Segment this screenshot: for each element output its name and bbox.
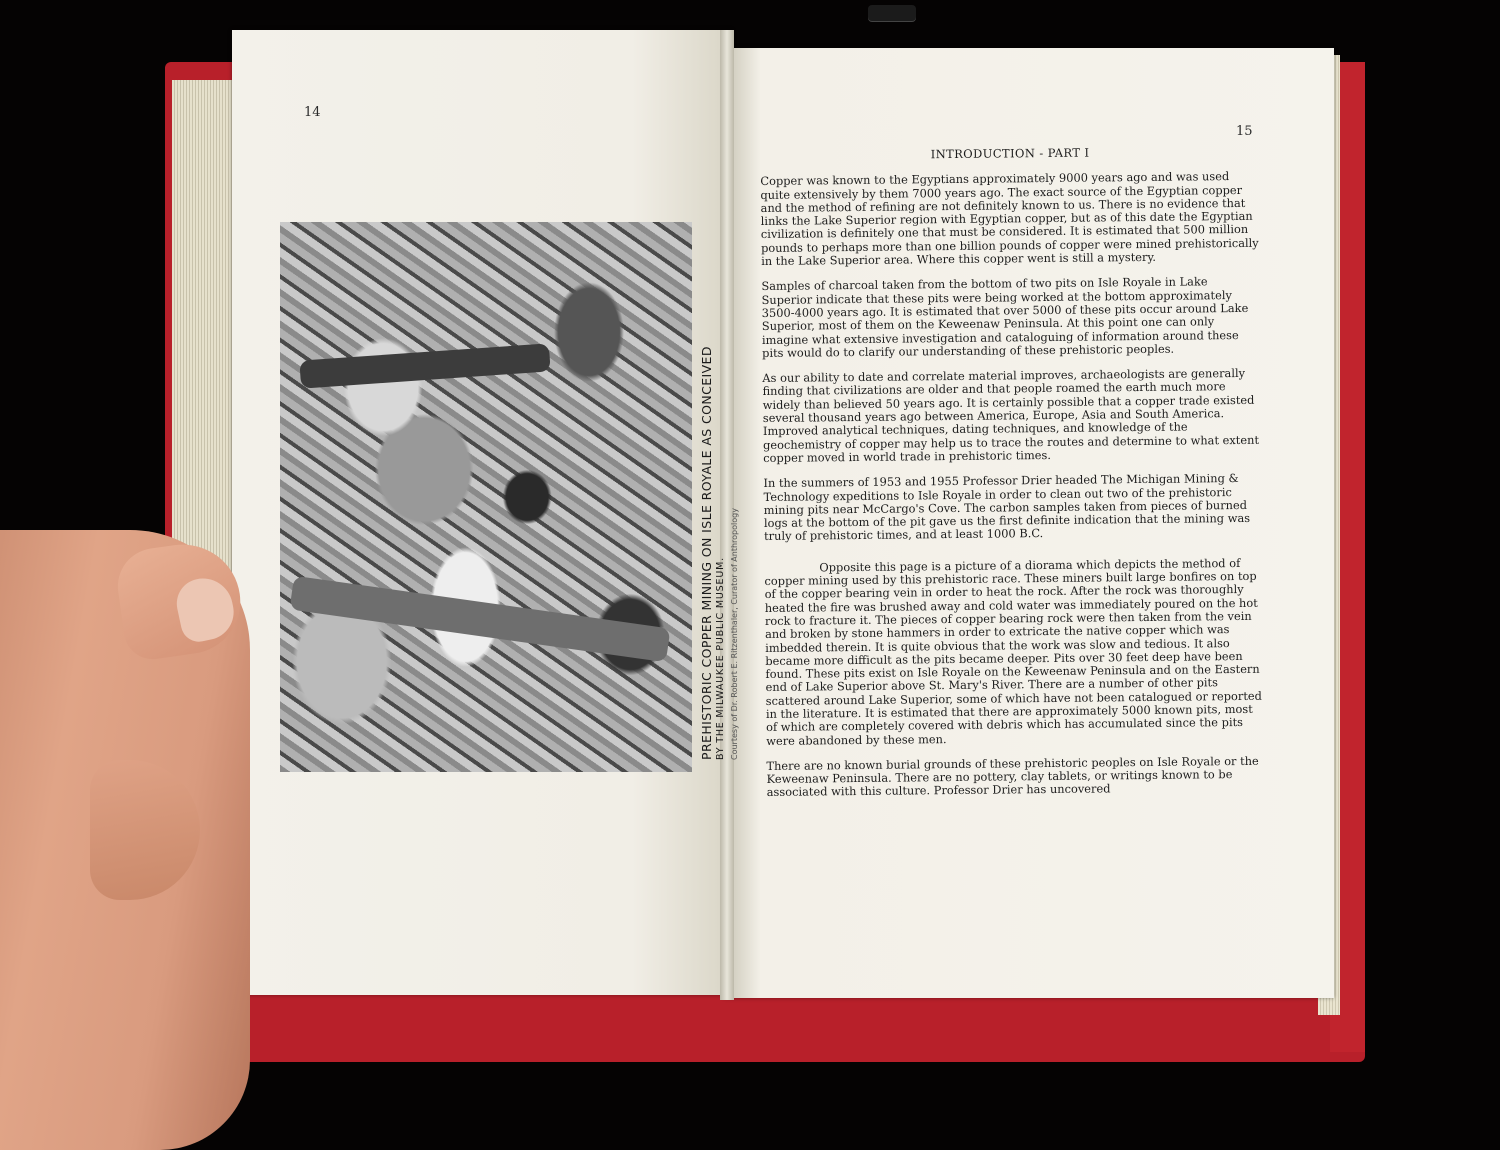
caption-line: PREHISTORIC COPPER MINING ON ISLE ROYALE AS CONCEIVED bbox=[699, 346, 714, 760]
caption-credit: Courtesy of Dr. Robert E. Ritzenthaler, Curator of Anthropology bbox=[730, 508, 739, 760]
page-text bbox=[760, 145, 1267, 812]
log-shape bbox=[289, 576, 670, 663]
book-clasp bbox=[868, 5, 916, 21]
log-shape bbox=[299, 343, 550, 388]
caption-line: BY THE MILWAUKEE PUBLIC MUSEUM. bbox=[715, 557, 726, 760]
page-heading: INTRODUCTION - PART I bbox=[930, 145, 1090, 162]
paragraph: As our ability to date and correlate material improves, archaeologists are generally finding that civilizations are older and that people roamed the earth much more widely than believed 50 years ago. It is certainly possible that a copper trade existed several thousand years ago between America, Europe, Asia and South America. Improved analytical techniques, dating techniques, and knowledge of the geochemistry of copper may help us to trace the routes and determine to what extent copper moved in world trade in prehistoric times. bbox=[762, 366, 1260, 465]
paragraph: Opposite this page is a picture of a diorama which depicts the method of copper mining used by this prehistoric race. These miners built large bonfires on top of the copper bearing vein in order to heat the rock. After the rock was thoroughly heated the fire was brushed away and cold water was immediately poured on the hot rock to fracture it. The pieces of copper bearing rock were then taken from the vein and broken by stone hammers in order to extricate the native copper which was imbedded therein. It is quite obvious that the work was slow and tedious. It also became more difficult as the pits became deeper. Pits over 30 feet deep have been found. These pits exist on Isle Royale on the Keweenaw Peninsula and on the Eastern end of Lake Superior above St. Mary's River. There are a number of other pits scattered around Lake Superior, some of which have not been catalogued or reported in the literature. It is estimated that there are approximately 5000 known pits, most of which are completely covered with debris which has accumulated since the pits were abandoned by these men. bbox=[764, 555, 1262, 748]
paragraph: Copper was known to the Egyptians approximately 9000 years ago and was used quite extensively by them 7000 years ago. The exact source of the Egyptian copper and the method of refining are not definitely known to us. There is no evidence that links the Lake Superior region with Egyptian copper, but as of this date the Egyptian civilization is definitely one that must be considered. It is estimated that 500 million pounds to perhaps more than one billion pounds of copper were mined prehistorically in the Lake Superior area. Where this copper went is still a mystery. bbox=[760, 169, 1259, 269]
page-number-left: 14 bbox=[304, 105, 321, 120]
paragraph: There are no known burial grounds of these prehistoric peoples on Isle Royale or the Keweenaw Peninsula. There are no pottery, clay tablets, or writings known to be associated with this culture. Professor Drier has uncovered bbox=[766, 753, 1259, 800]
photo-caption bbox=[700, 290, 750, 760]
paragraph: Samples of charcoal taken from the bottom of two pits on Isle Royale in Lake Superior indicate that these pits were being worked at the bottom approximately 3500-4000 years ago. It is estimated that over 5000 of these pits occur around Lake Superior, most of them on the Keweenaw Peninsula. At this point one can only imagine what extensive investigation and cataloguing of information around these pits would do to clarify our understanding of these prehistoric peoples. bbox=[761, 274, 1249, 360]
diorama-photo bbox=[280, 222, 692, 772]
paragraph: In the summers of 1953 and 1955 Professor Drier headed The Michigan Mining & Technology expeditions to Isle Royale in order to clean out two of the prehistoric mining pits near McCargo's Cove. The carbon samples taken from pieces of burned logs at the bottom of the pit gave us the first definite indication that the mining was truly of prehistoric times, and at least 1000 B.C. bbox=[763, 471, 1251, 544]
page-number-right: 15 bbox=[1236, 124, 1253, 139]
